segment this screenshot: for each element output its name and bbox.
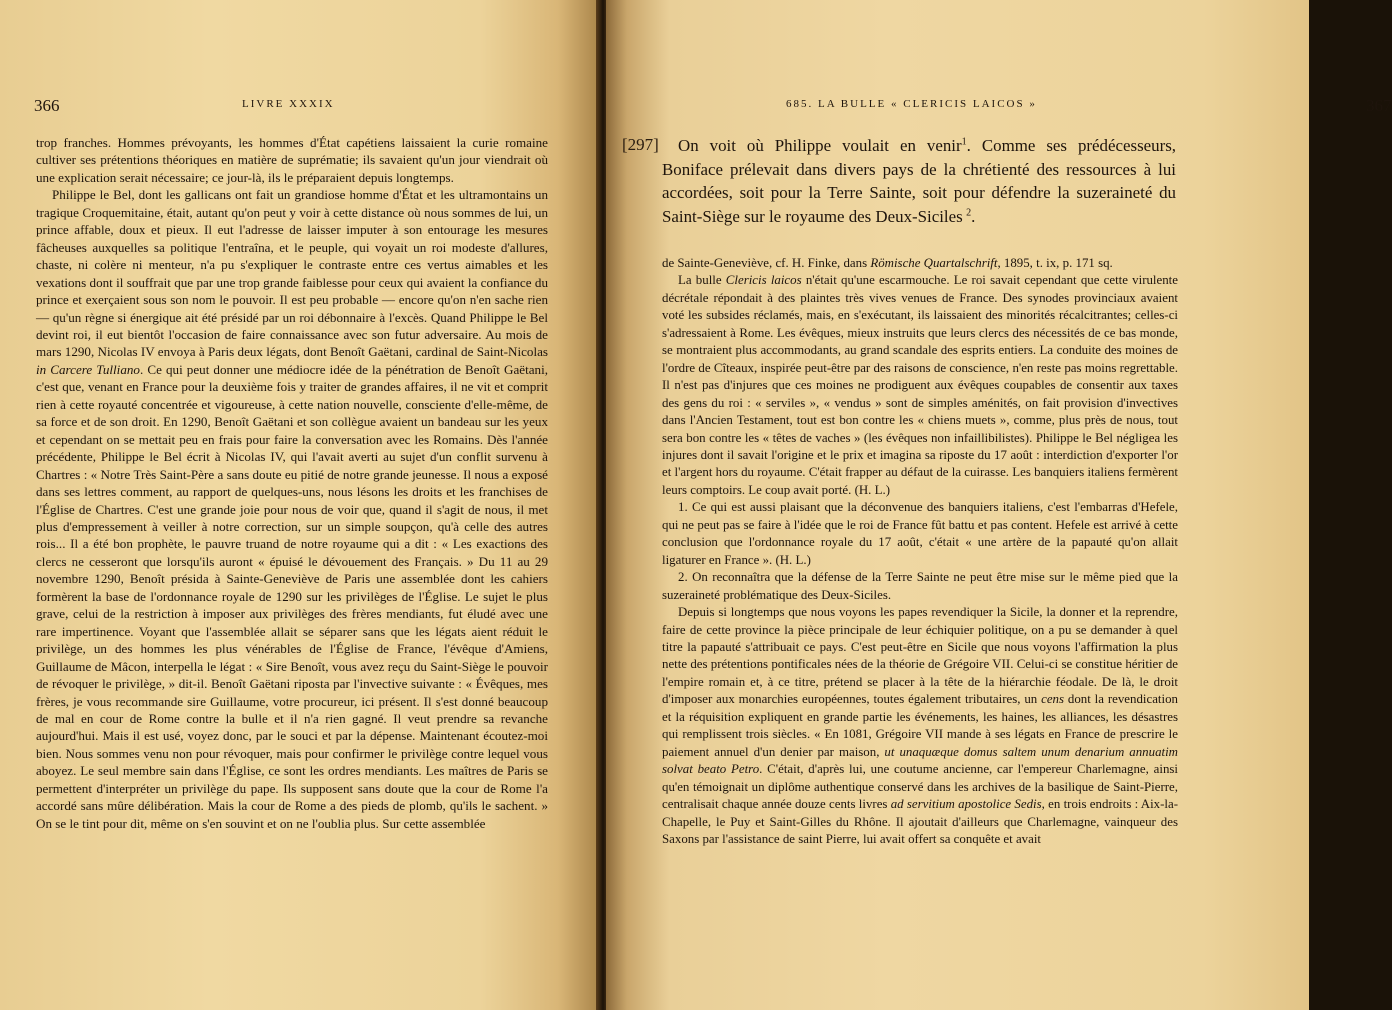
running-head: 685. LA BULLE « CLERICIS LAICOS » bbox=[786, 98, 1037, 110]
text-run: . Ce qui peut donner une médiocre idée de la pénétration de Benoît Gaëtani, c'est que, venant en France pour la deuxième fois y traiter de grandes affaires, il ne vit et comprit rien à cette royauté concentrée et vigoureuse, à cette nation nouvelle, consciente d'elle-même, de sa force et de son droit. En 1290, Benoît Gaëtani et son collègue avaient un bandeau sur les yeux et cependant on se mettait peu en frais pour faire la conversation avec les Romains. Dès l'année précédente, Philippe le Bel écrit à Nicolas IV, qui l'avait averti au sujet d'un conflit survenu à Chartres : « Notre Très Saint-Père a sans doute eu pitié de notre grande jeunesse. Il nous a exposé dans ses lettres comment, au rapport de quelques-uns, nous lésons les droits et les franchises de l'Église de Chartres. C'est une grande joie pour nous de voir que, quand il s'agit de nous, il met plus d'empressement à veiller à notre correction, sur un simple soupçon, qu'à celle des autres rois... Il a été bon prophète, le pauvre truand de notre royaume qui a dit : « Les exactions des clercs ne cesseront que lorsqu'ils auront « épuisé le dévouement des Français. » Du 11 au 29 novembre 1290, Benoît présida à Sainte-Geneviève de Paris une assemblée dont les cahiers formèrent la base de l'ordonnance royale de 1290 sur les privilèges de l'Église. Le sujet le plus grave, celui de la restriction à imposer aux privilèges des frères mendiants, fut éludé avec une rare impertinence. Voyant que l'assemblée allait se séparer sans que les légats aient réduit le privilège, un des hommes les plus vénérables de l'Église de France, l'évêque d'Amiens, Guillaume de Mâcon, interpella le légat : « Sire Benoît, vous avez reçu du Saint-Siège le pouvoir de révoquer le privilège, » dit-il. Benoît Gaëtani riposta par l'invective suivante : « Évêques, mes frères, je vous recommande sire Guillaume, votre procureur, ici présent. Il s'est donné beaucoup de mal en cour de Rome contre la bulle et il n'a rien gagné. Il veut prendre sa revanche aujourd'hui. Mais il est usé, voyez donc, par le souci et par la dépense. Maintenant écoutez-moi bien. Nous sommes venu non pour révoquer, mais pour confirmer le privilège contre lequel vous aboyez. Le seul membre sain dans l'Église, ce sont les ordres mendiants. Les maîtres de Paris se permettent d'interpréter un privilège du pape. Ils supposent sans doute que la cour de Rome l'a accordé sans mûre délibération. Mais la cour de Rome a des pieds de plomb, qu'ils le sachent. » On se le tint pour dit, même on s'en souvint et on ne l'oublia plus. Sur cette assemblée bbox=[36, 361, 548, 831]
italic-text: ad servitium apostolice Sedis bbox=[890, 797, 1042, 812]
left-body-text bbox=[36, 134, 548, 832]
page-number: 367 bbox=[1366, 96, 1392, 115]
text-run: Philippe le Bel, dont les gallicans ont fait un grandiose homme d'État et les ultramontains un tragique Croquemitaine, était, autant qu'on peut y voir à cette distance où nous sommes de lui, un prince affable, doux et pieux. Il eut l'adresse de laisser imputer à son entourage les mesures fâcheuses auxquelles sa politique l'entraîna, et le peuple, qui voyait un roi modeste d'allures, chaste, ni colère ni menteur, n'a pu s'expliquer le contraste entre ces vertus aimables et les vexations dont il souffrait que par une trop grande faiblesse pour ceux qui avaient la confiance du prince et exerçaient sous son nom le pouvoir. Il est peu probable — encore qu'on n'en sache rien — qu'un règne si énergique ait été présidé par un roi débonnaire à l'excès. Quand Philippe le Bel devint roi, il eut bientôt l'occasion de faire connaissance avec son futur adversaire. Au mois de mars 1290, Nicolas IV envoya à Paris deux légats, dont Benoît Gaëtani, cardinal de Saint-Nicolas bbox=[36, 187, 548, 360]
text-run: La bulle bbox=[678, 273, 726, 288]
text-run: Depuis si longtemps que nous voyons les papes revendiquer la Sicile, la donner et la reprendre, faire de cette province la pièce principale de leur échiquier politique, on a pu se demander à quel titre la papauté s'attribuait ce pays. C'est peut-être en Sicile que nous voyons l'affirmation la plus nette des prétentions pontificales nées de la théorie de Grégoire VII. Celui-ci se constitue héritier de l'empire romain et, à ce titre, prétend se placer à la tête de la hiérarchie féodale. De là, le droit d'imposer aux monarchies européennes, toutes également tributaires, un bbox=[662, 605, 1178, 707]
text-run: n'était qu'une escarmouche. Le roi savait cependant que cette virulente décrétale répondait à des plaintes très vives venues de France. Des synodes provinciaux avaient voté les subsides réclamés, mais, en s'exécutant, ils laissaient des minorités récalcitrantes; celles-ci s'adressaient à Rome. Les évêques, mieux instruits que leurs clercs des nécessités de ce bas monde, se montraient plus accommodants, au grand scandale des esprits entiers. La conduite des moines de l'ordre de Cîteaux, inspirée peut-être par des raisons de conscience, n'en reste pas moins regrettable. Il n'est pas d'injures que ces moines ne prodiguent aux évêques coupables de consentir aux taxes des gens du roi : « serviles », « vendus » sont de simples aménités, on fait provision d'invectives dans l'Ancien Testament, tout est bon contre les « chiens muets », comme, plus près de nous, tout sera bon contre les « têtes de vaches » (les évêques non infaillibilistes). Philippe le Bel négligea les injures dont il savait l'origine et le prix et imagina sa riposte du 17 août : interdiction d'exporter l'or et l'argent hors du royaume. C'était frapper au défaut de la cuirasse. Les banquiers italiens fermèrent leurs comptoirs. Le coup avait porté. (H. L.) bbox=[662, 273, 1178, 497]
paragraph bbox=[662, 134, 1176, 229]
text-run: dont la revendication et la réquisition expliquent en grande partie les événements, les haines, les alliances, les désastres qui remplissent trois siècles. « En 1081, Grégoire VII mande à ses légats en France de prescrire le paiement annuel d'un denier par maison, bbox=[662, 692, 1178, 759]
italic-text: in Carcere Tulliano bbox=[36, 361, 140, 377]
italic-text: cens bbox=[1041, 692, 1064, 707]
footnotes bbox=[662, 255, 1178, 848]
page-number: 366 bbox=[34, 96, 60, 115]
text-run: de Sainte-Geneviève, cf. H. Finke, dans bbox=[662, 256, 871, 270]
footnote-paragraph bbox=[662, 604, 1178, 848]
text-run: . C'était, d'après lui, une coutume ancienne, car l'empereur Charlemagne, ainsi qu'en témoignait un diplôme authentique conservé dans les archives de la basilique de Saint-Pierre, centralisait chaque année douze cents livres bbox=[662, 762, 1178, 812]
italic-text: Römische Quartalschrift bbox=[870, 256, 998, 270]
margin-reference: [297] bbox=[622, 135, 659, 154]
text-run: , en trois endroits : Aix-la-Chapelle, le Puy et Saint-Gilles du Rhône. Il ajoutait d'ailleurs que Charlemagne, vainqueur des Saxons par l'assistance de saint Pierre, lui avait offert sa conquête et avait bbox=[662, 797, 1178, 846]
left-page bbox=[0, 0, 600, 1010]
footnote-paragraph bbox=[662, 272, 1178, 499]
footnote-continuation bbox=[662, 255, 1178, 272]
italic-text: ut unaquæque domus saltem unum denarium annuatim solvat beato Petro bbox=[662, 744, 1178, 777]
text-run: . bbox=[971, 207, 976, 227]
paragraph bbox=[36, 186, 548, 832]
footnote-1: 1. Ce qui est aussi plaisant que la déconvenue des banquiers italiens, c'est l'embarras d'Hefele, qui ne peut pas se faire à l'idée que le roi de France fût battu et pas content. Hefele est arrivé à cette conclusion que l'ordonnance royale du 17 août, c'était « une artère de la papauté qu'on allait ligaturer en France ». (H. L.) bbox=[662, 500, 1178, 567]
footnote-ref: 1 bbox=[961, 136, 967, 148]
right-page bbox=[606, 0, 1392, 1010]
text-run: On voit où Philippe voulait en venir bbox=[678, 136, 962, 155]
footnote-ref: 2 bbox=[966, 207, 972, 219]
main-text bbox=[662, 134, 1176, 229]
paragraph: trop franches. Hommes prévoyants, les hommes d'État capétiens laissaient la curie romaine cultiver ses prétentions théoriques en matière de suprématie; ils savaient qu'un jour viendrait où une explication serait nécessaire; ce jour-là, ils le préparaient depuis longtemps. bbox=[36, 135, 548, 185]
text-run: , 1895, t. ix, p. 171 sq. bbox=[997, 256, 1113, 270]
text-run: . Comme ses prédécesseurs, Boniface prélevait dans divers pays de la chrétienté des ressources à lui accordées, soit pour la Terre Sainte, soit pour défendre la suzeraineté du Saint-Siège sur le royaume des Deux-Siciles bbox=[662, 136, 1176, 227]
italic-text: Clericis laicos bbox=[725, 273, 802, 288]
running-head: LIVRE XXXIX bbox=[242, 98, 335, 110]
footnote-2: 2. On reconnaîtra que la défense de la Terre Sainte ne peut être mise sur le même pied que la suzeraineté problématique des Deux-Siciles. bbox=[662, 570, 1178, 602]
